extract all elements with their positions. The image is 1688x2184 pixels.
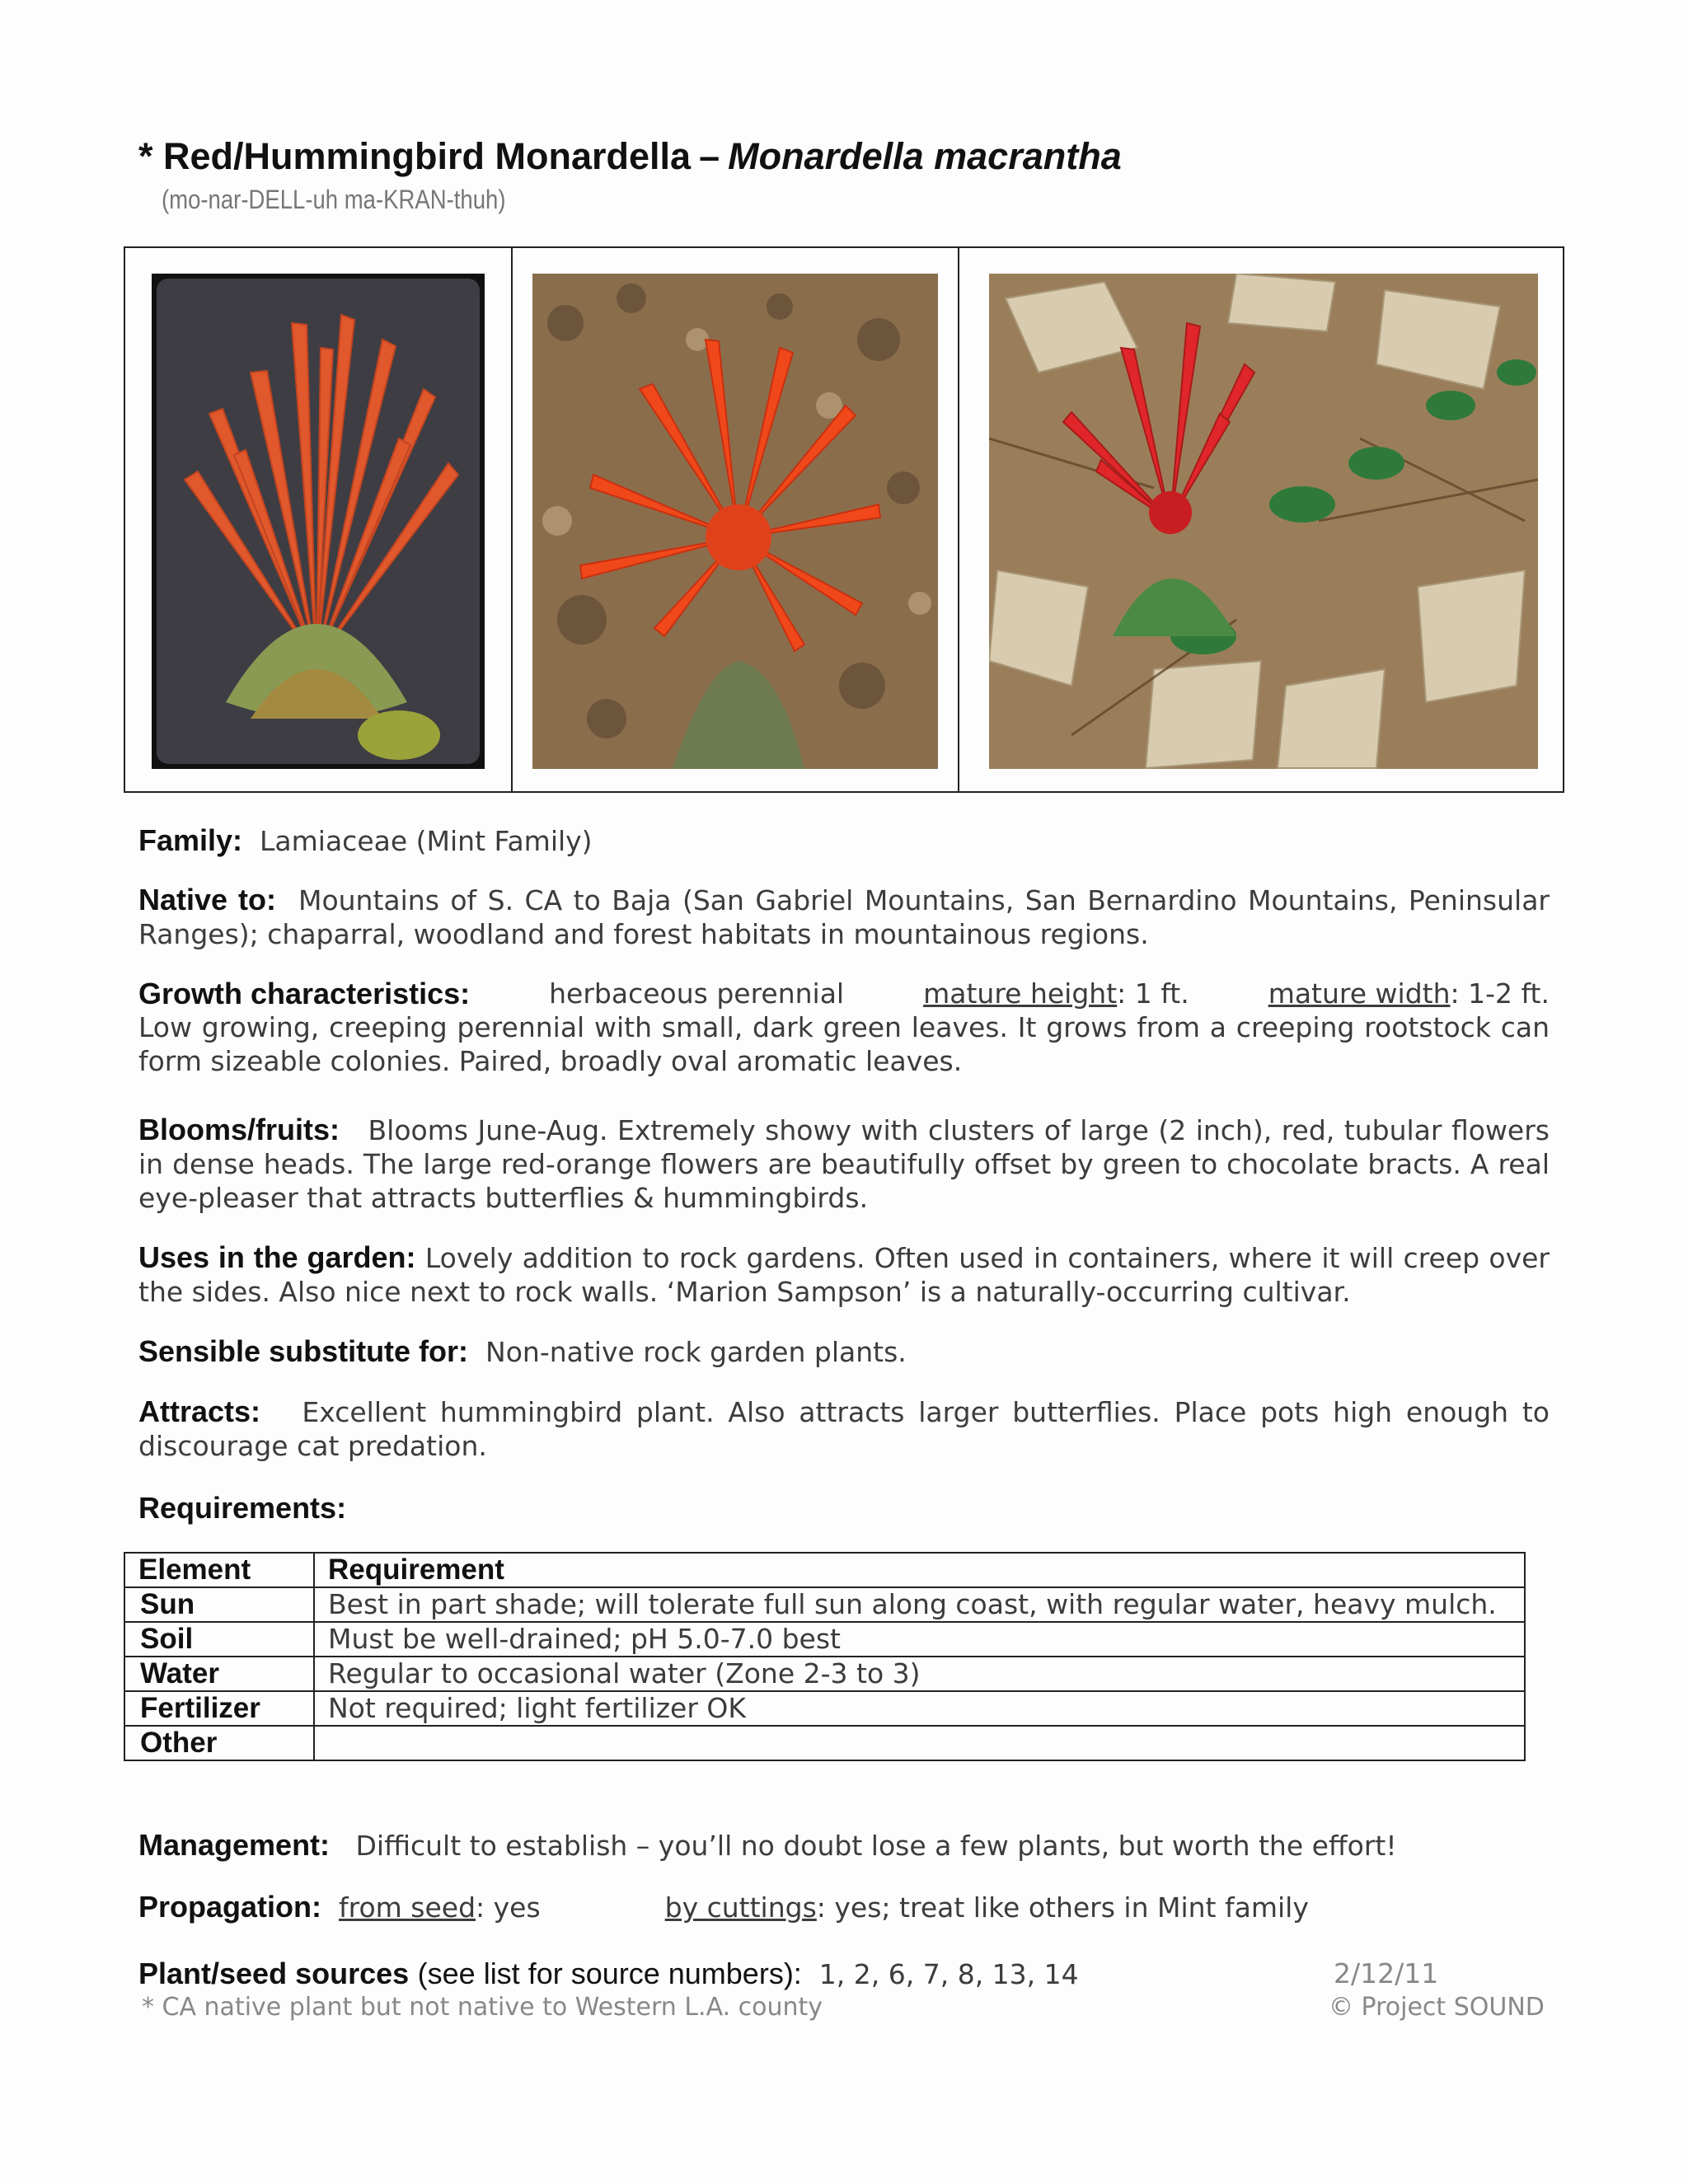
native-text: Mountains of S. CA to Baja (San Gabriel Mountains, San Bernardino Mountains, Peninsular Ranges); chaparral, woodland and forest habitats in mountainous regions. [138, 884, 1550, 950]
requirement-cell: Not required; light fertilizer OK [314, 1691, 1525, 1726]
element-cell: Fertilizer [124, 1691, 314, 1726]
sources-note: (see list for source numbers): [417, 1957, 802, 1990]
blooms-label: Blooms/fruits: [138, 1113, 340, 1146]
photo-plant-in-leaf-litter [989, 274, 1538, 769]
mature-width-value: : 1-2 ft. [1450, 977, 1550, 1010]
sources-label: Plant/seed sources [138, 1957, 410, 1990]
native-note: * CA native plant but not native to Western L.A. county [142, 1993, 823, 2022]
attracts-text: Excellent hummingbird plant. Also attracts larger butterflies. Place pots high enough to discourage cat predation. [138, 1396, 1550, 1462]
management-section [138, 1828, 1550, 1863]
native-label: Native to: [138, 883, 277, 916]
mature-height-label: mature height [923, 977, 1118, 1010]
pronunciation: (mo-nar-DELL-uh ma-KRAN-thuh) [162, 185, 506, 214]
propagation-label: Propagation: [138, 1890, 321, 1924]
attracts-section [138, 1394, 1550, 1463]
requirement-cell [314, 1726, 1525, 1760]
common-name: * Red/Hummingbird Monardella [138, 135, 692, 177]
substitute-section [138, 1334, 1550, 1369]
photo-flower-on-gravel [532, 274, 938, 769]
element-cell: Soil [124, 1622, 314, 1657]
col-element-header: Element [124, 1553, 314, 1587]
family-label: Family: [138, 823, 243, 857]
scientific-name: Monardella macrantha [728, 135, 1122, 177]
title-dash: – [699, 135, 720, 177]
requirement-cell: Regular to occasional water (Zone 2-3 to 3) [314, 1657, 1525, 1691]
table-header-row [124, 1553, 1525, 1587]
management-text: Difficult to establish – you’ll no doubt lose a few plants, but worth the effort! [355, 1830, 1397, 1862]
element-cell: Other [124, 1726, 314, 1760]
requirement-cell: Best in part shade; will tolerate full sun along coast, with regular water, heavy mulch. [314, 1587, 1525, 1622]
requirements-heading [138, 1491, 1550, 1526]
mature-width-label: mature width [1268, 977, 1451, 1010]
table-row [124, 1622, 1525, 1657]
requirements-label: Requirements: [138, 1491, 347, 1525]
photo-divider [958, 248, 959, 791]
col-requirement-header: Requirement [314, 1553, 1525, 1587]
photo-strip [124, 246, 1564, 793]
requirement-cell: Must be well-drained; pH 5.0-7.0 best [314, 1622, 1525, 1657]
family-section [138, 823, 1550, 858]
blooms-section [138, 1113, 1550, 1215]
substitute-text: Non-native rock garden plants. [485, 1336, 907, 1368]
growth-text: Low growing, creeping perennial with small, dark green leaves. It grows from a creeping rootstock can form sizeable colonies. Paired, broadly oval aromatic leaves. [138, 1011, 1550, 1077]
document-date: 2/12/11 [1334, 1957, 1439, 1990]
table-row [124, 1691, 1525, 1726]
requirements-table [124, 1552, 1526, 1761]
uses-text: Lovely addition to rock gardens. Often used in containers, where it will creep over the sides. Also nice next to rock walls. ‘Marion Sampson’ is a naturally-occurring cultivar. [138, 1242, 1550, 1308]
table-row [124, 1587, 1525, 1622]
from-seed-label: from seed [338, 1891, 476, 1924]
copyright: © Project SOUND [1329, 1993, 1545, 2022]
table-row [124, 1726, 1525, 1760]
by-cuttings-value: : yes; treat like others in Mint family [816, 1891, 1309, 1924]
native-section [138, 883, 1550, 951]
sources-numbers: 1, 2, 6, 7, 8, 13, 14 [818, 1958, 1079, 1990]
propagation-section [138, 1890, 1550, 1924]
substitute-label: Sensible substitute for: [138, 1334, 469, 1368]
growth-label: Growth characteristics: [138, 977, 471, 1010]
growth-type: herbaceous perennial [549, 977, 845, 1010]
photo-divider [511, 248, 513, 791]
family-text: Lamiaceae (Mint Family) [260, 825, 593, 857]
by-cuttings-label: by cuttings [664, 1891, 817, 1924]
growth-section [138, 977, 1550, 1078]
blooms-text: Blooms June-Aug. Extremely showy with clusters of large (2 inch), red, tubular flowers in dense heads. The large red-orange flowers are beautifully offset by green to chocolate bracts. A real eye-pleaser that attracts butterflies & hummingbirds. [138, 1114, 1550, 1214]
photo-flower-closeup [152, 274, 485, 769]
mature-height-value: : 1 ft. [1117, 977, 1189, 1010]
uses-section [138, 1240, 1550, 1309]
element-cell: Sun [124, 1587, 314, 1622]
uses-label: Uses in the garden: [138, 1240, 416, 1274]
element-cell: Water [124, 1657, 314, 1691]
table-row [124, 1657, 1525, 1691]
attracts-label: Attracts: [138, 1394, 261, 1428]
page-title [138, 135, 1122, 178]
from-seed-value: : yes [476, 1891, 541, 1924]
management-label: Management: [138, 1828, 331, 1862]
